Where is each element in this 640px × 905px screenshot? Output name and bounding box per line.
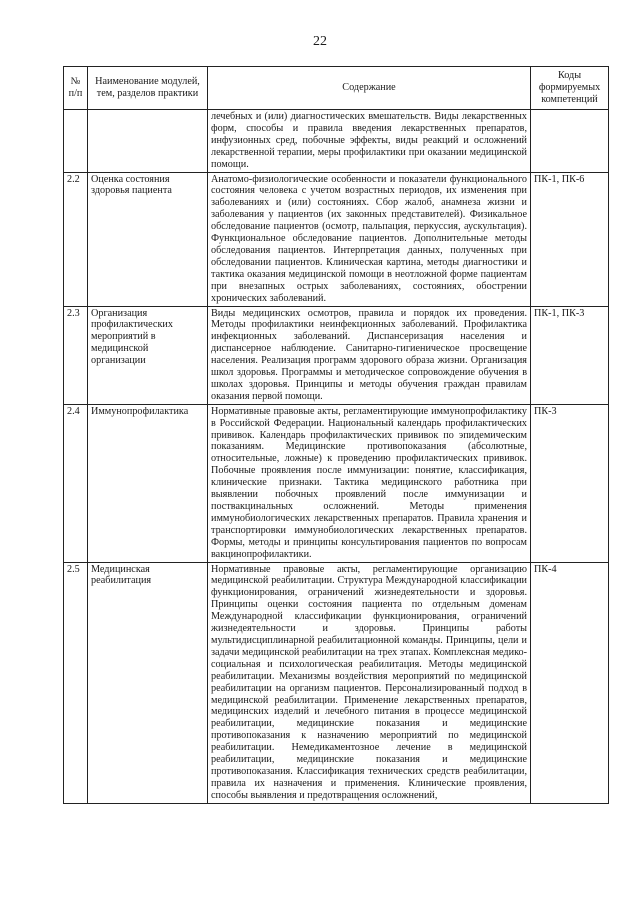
row-content: лечебных и (или) диагностических вмешательств. Виды лекарственных форм, способы и правила введения лекарственных препаратов, инфузионных сред, побочные эффекты, виды реакций и осложнений лекарственной терапии, меры профилактики при оказании медицинской помощи. [208,110,531,173]
row-codes: ПК-3 [531,404,609,562]
table-row [64,172,609,306]
table-row [64,562,609,803]
row-name: Медицинская реабилитация [88,562,208,803]
row-codes: ПК-1, ПК-3 [531,306,609,404]
header-content: Содержание [208,67,531,110]
row-codes: ПК-4 [531,562,609,803]
header-name: Наименование модулей, тем, разделов практики [88,67,208,110]
table-header-row [64,67,609,110]
row-content: Нормативные правовые акты, регламентирующие организацию медицинской реабилитации. Структура Международной классификации функционирования, ограничений жизнедеятельности и здоровья. Принципы оценки состояния пациента по отдельным доменам Международной классификации функционирования, ограничений жизнедеятельности и здоровья. Принципы работы мультидисциплинарной реабилитационной команды. Принципы, цели и задачи медицинской реабилитации на трех этапах. Комплексная медико-социальная и психологическая реабилитация. Методы медицинской реабилитации. Механизмы воздействия мероприятий по медицинской реабилитации на организм пациентов. Персонализированный подход в медицинской реабилитации. Применение лекарственных препаратов, медицинских изделий и лечебного питания в процессе медицинской реабилитации, медицинские показания и медицинские противопоказания к назначению мероприятий по медицинской реабилитации. Немедикаментозное лечение в медицинской реабилитации, медицинские показания и медицинские противопоказания. Классификация технических средств реабилитации, правила их назначения и применения. Клинические проявления, способы выявления и предотвращения осложнений, [208,562,531,803]
row-num: 2.4 [64,404,88,562]
practice-content-table [63,66,609,804]
row-name [88,110,208,173]
row-codes: ПК-1, ПК-6 [531,172,609,306]
row-name: Иммунопрофилактика [88,404,208,562]
row-content: Анатомо-физиологические особенности и показатели функционального состояния человека с учетом возрастных периодов, их изменения при заболеваниях и (или) состояниях. Сбор жалоб, анамнеза жизни и заболевания у пациентов (их законных представителей). Физикальное обследование пациентов (осмотр, пальпация, перкуссия, аускультация). Функциональное обследование пациентов. Дополнительные методы обследования пациентов. Интерпретация данных, полученных при обследовании пациентов. Клиническая картина, методы диагностики и тактика оказания медицинской помощи в неотложной форме пациентам при внезапных острых заболеваниях, состояниях, обострении хронических заболеваний. [208,172,531,306]
header-num: № п/п [64,67,88,110]
row-codes [531,110,609,173]
row-content: Виды медицинских осмотров, правила и порядок их проведения. Методы профилактики неинфекционных заболеваний. Профилактика инфекционных заболеваний. Диспансеризация населения и диспансерное наблюдение. Санитарно-гигиеническое просвещение населения. Реализация программ здорового образа жизни. Организация школ здоровья. Программы и методическое сопровождение обучения в школах здоровья. Принципы и методы обучения граждан правилам оказания первой помощи. [208,306,531,404]
table-row [64,404,609,562]
row-name: Организация профилактических мероприятий в медицинской организации [88,306,208,404]
page-number: 22 [313,34,327,49]
row-num: 2.2 [64,172,88,306]
row-num: 2.3 [64,306,88,404]
row-num: 2.5 [64,562,88,803]
row-content: Нормативные правовые акты, регламентирующие иммунопрофилактику в Российской Федерации. Национальный календарь профилактических прививок. Календарь профилактических прививок по эпидемическим показаниям. Медицинские противопоказания (абсолютные, относительные, ложные) к проведению профилактических прививок. Побочные проявления после иммунизации: понятие, классификация, клинические признаки. Тактика медицинского работника при выявлении побочных проявлений после иммунизации и поствакцинальных осложнений. Методы применения иммунобиологических лекарственных препаратов. Правила хранения и транспортировки иммунобиологических лекарственных препаратов. Формы, методы и принципы консультирования пациентов по вопросам вакцинопрофилактики. [208,404,531,562]
table-row [64,306,609,404]
row-num [64,110,88,173]
header-codes: Коды формируемых компетенций [531,67,609,110]
table-row [64,110,609,173]
row-name: Оценка состояния здоровья пациента [88,172,208,306]
